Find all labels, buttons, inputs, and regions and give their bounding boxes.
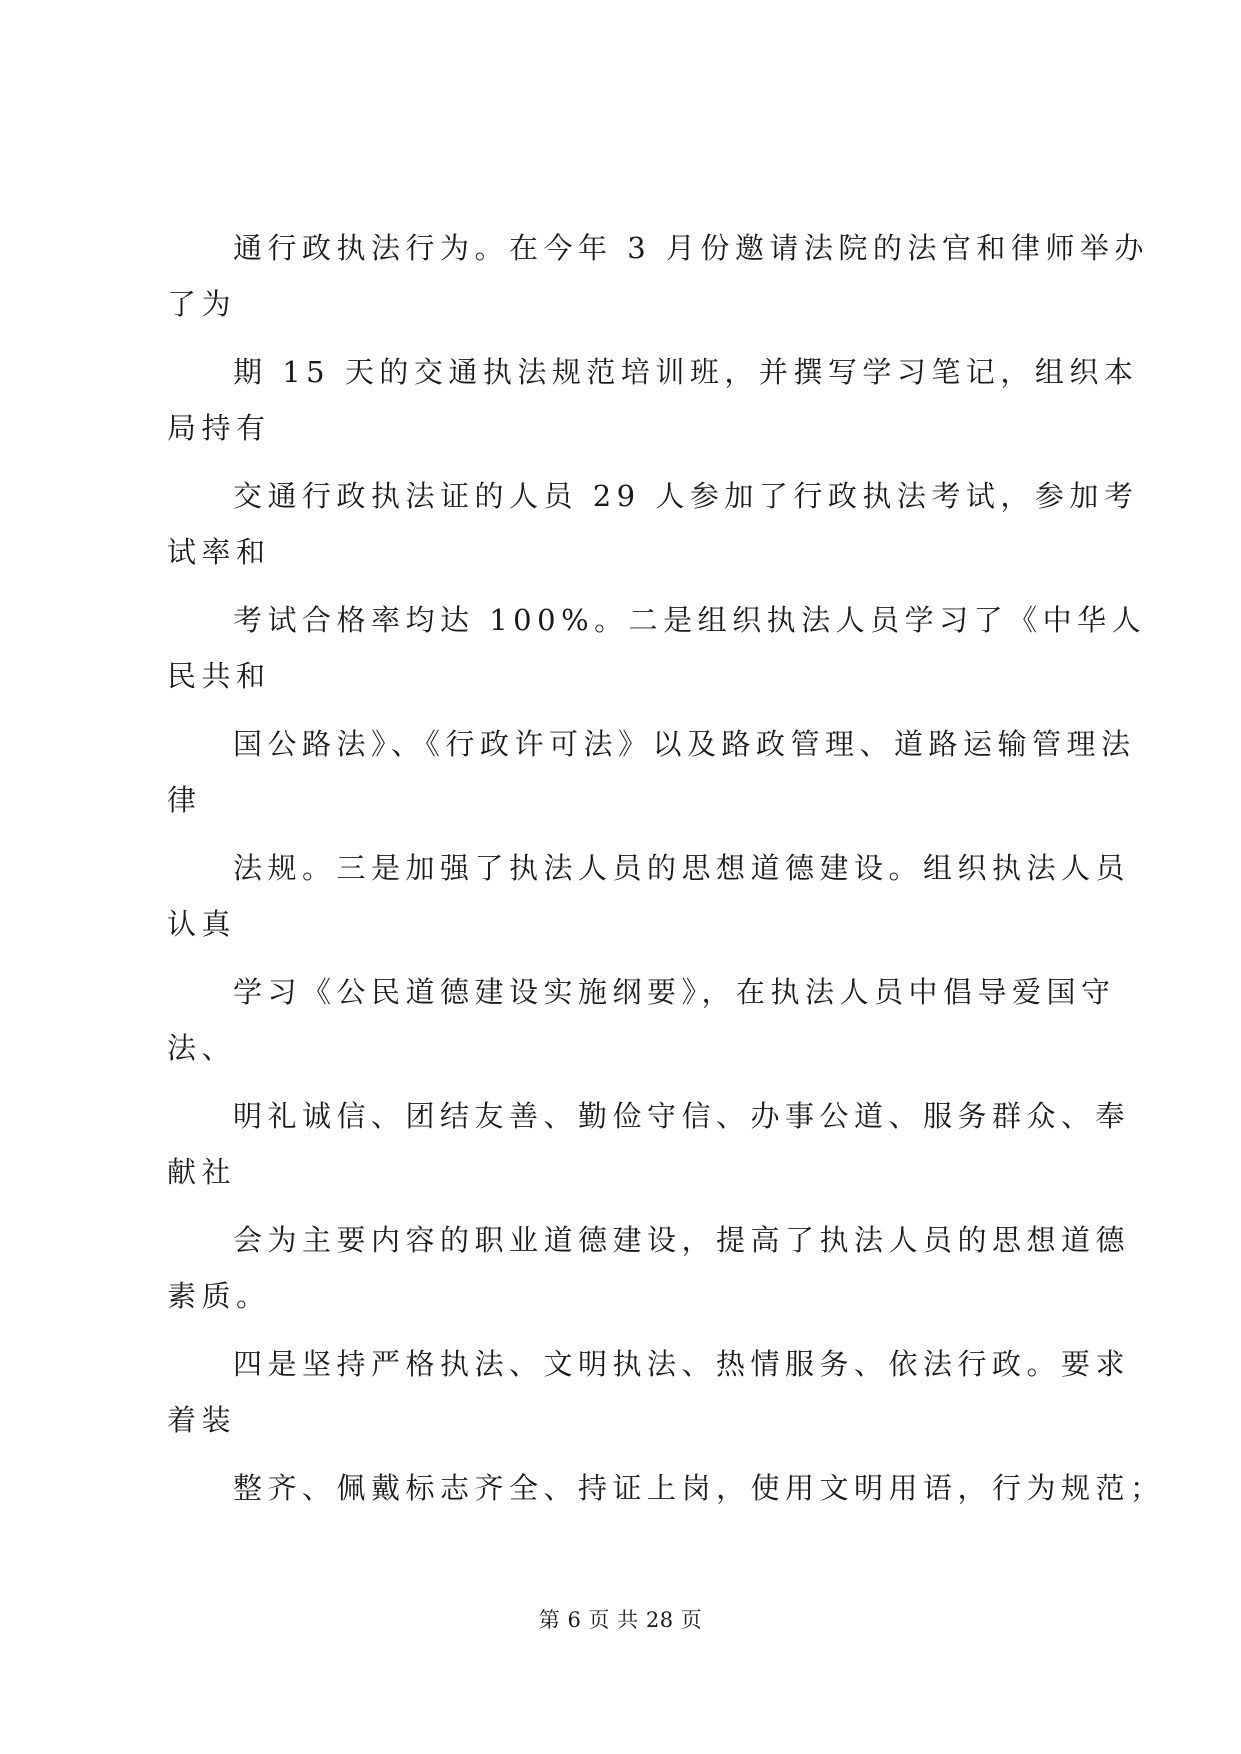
- text-line: 认真: [167, 907, 237, 941]
- text-line: 学习《公民道德建设实施纲要》，在执法人员中倡导爱国守: [233, 975, 1116, 1009]
- text-line: 试率和: [167, 535, 271, 569]
- text-line: 律: [167, 783, 202, 817]
- text-line: 法规。三是加强了执法人员的思想道德建设。组织执法人员: [233, 851, 1131, 885]
- text-line: 法、: [167, 1031, 237, 1065]
- text-line: 考试合格率均达 100%。二是组织执法人员学习了《中华人: [233, 603, 1147, 637]
- text-line: 了为: [167, 287, 237, 321]
- text-line: 局持有: [167, 411, 271, 445]
- text-line: 献社: [167, 1155, 237, 1189]
- text-line: 整齐、佩戴标志齐全、持证上岗，使用文明用语，行为规范；: [233, 1471, 1165, 1505]
- text-line: 交通行政执法证的人员 29 人参加了行政执法考试，参加考: [233, 479, 1139, 513]
- text-line: 通行政执法行为。在今年 3 月份邀请法院的法官和律师举办: [233, 231, 1149, 265]
- text-line: 会为主要内容的职业道德建设，提高了执法人员的思想道德: [233, 1223, 1131, 1257]
- text-line: 四是坚持严格执法、文明执法、热情服务、依法行政。要求: [233, 1347, 1131, 1381]
- text-line: 着装: [167, 1403, 237, 1437]
- text-line: 期 15 天的交通执法规范培训班，并撰写学习笔记，组织本: [233, 355, 1139, 389]
- text-line: 国公路法》、《行政许可法》以及路政管理、道路运输管理法: [233, 727, 1136, 761]
- text-line: 素质。: [167, 1279, 271, 1313]
- text-line: 民共和: [167, 659, 271, 693]
- text-line: 明礼诚信、团结友善、勤俭守信、办事公道、服务群众、奉: [233, 1099, 1131, 1133]
- page-footer: 第 6 页 共 28 页: [538, 1608, 703, 1632]
